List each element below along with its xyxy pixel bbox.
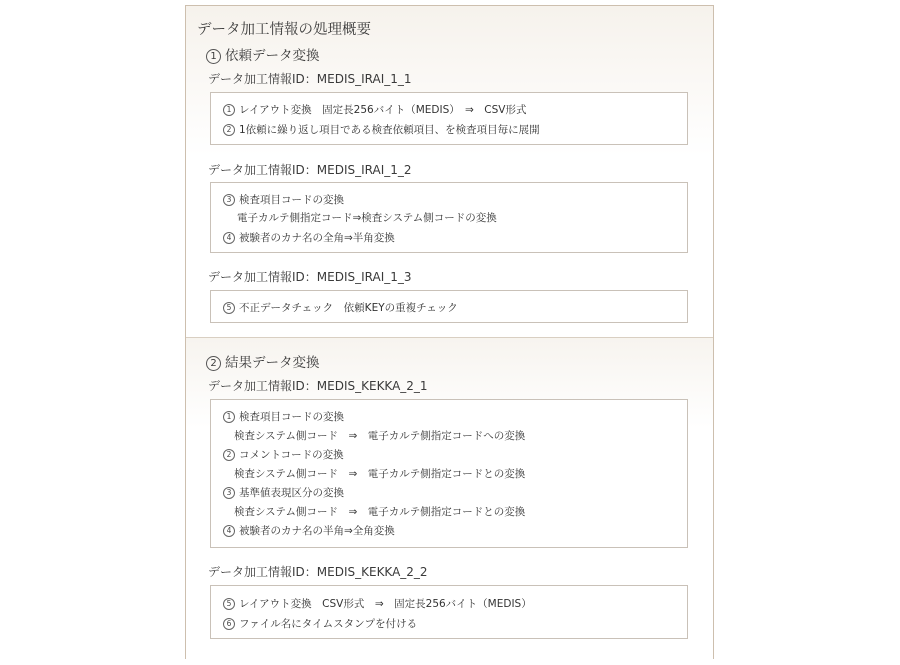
step-text: 検査項目コードの変換: [239, 194, 344, 206]
process-line: [237, 210, 497, 225]
step-text: 検査システム側コード ⇒ 電子カルテ側指定コードとの変換: [234, 468, 526, 480]
step-number: 5: [223, 302, 235, 314]
step-text: コメントコードの変換: [239, 449, 344, 461]
section-1-label: 依頼データ変換: [225, 48, 320, 64]
step-text: 電子カルテ側指定コード⇒検査システム側コードの変換: [237, 212, 497, 224]
process-line: [223, 409, 344, 424]
step-text: 検査システム側コード ⇒ 電子カルテ側指定コードとの変換: [234, 506, 526, 518]
process-line: [223, 485, 344, 500]
process-box: [210, 92, 688, 145]
step-number: 2: [223, 124, 235, 136]
section-2-title: [206, 351, 320, 371]
step-text: 検査項目コードの変換: [239, 411, 344, 423]
process-box: [210, 290, 688, 323]
step-text: 検査システム側コード ⇒ 電子カルテ側指定コードへの変換: [234, 430, 526, 442]
process-line: [223, 122, 540, 137]
process-box: [210, 585, 688, 639]
step-text: 不正データチェック 依頼KEYの重複チェック: [239, 302, 458, 314]
process-line: [223, 192, 344, 207]
step-text: 被験者のカナ名の半角⇒全角変換: [239, 525, 395, 537]
block-id-label: データ加工情報ID：MEDIS_IRAI_1_3: [208, 270, 412, 284]
block-id-label: データ加工情報ID：MEDIS_KEKKA_2_2: [208, 565, 428, 579]
section-1-title: [206, 44, 320, 64]
process-line: [234, 428, 525, 443]
step-number: 5: [223, 598, 235, 610]
step-number: 3: [223, 487, 235, 499]
process-line: [234, 504, 525, 519]
process-line: [223, 596, 532, 611]
process-line: [223, 230, 395, 245]
process-line: [223, 523, 395, 538]
step-number: 3: [223, 194, 235, 206]
step-number: 6: [223, 618, 235, 630]
step-number: 1: [223, 104, 235, 116]
step-number: 4: [223, 232, 235, 244]
page-title: データ加工情報の処理概要: [197, 22, 371, 38]
process-box: [210, 182, 688, 253]
step-text: 基準値表現区分の変換: [239, 487, 344, 499]
step-number: 2: [223, 449, 235, 461]
process-line: [223, 447, 344, 462]
step-text: ファイル名にタイムスタンプを付ける: [239, 618, 418, 630]
step-text: 被験者のカナ名の全角⇒半角変換: [239, 232, 395, 244]
process-line: [223, 616, 417, 631]
block-id-label: データ加工情報ID：MEDIS_IRAI_1_1: [208, 72, 412, 86]
step-text: レイアウト変換 CSV形式 ⇒ 固定長256バイト（MEDIS）: [239, 598, 532, 610]
block-id-label: データ加工情報ID：MEDIS_IRAI_1_2: [208, 163, 412, 177]
section-2-number: 2: [206, 356, 221, 371]
process-line: [234, 466, 525, 481]
section-2-label: 結果データ変換: [225, 355, 320, 371]
step-text: 1依頼に繰り返し項目である検査依頼項目、を検査項目毎に展開: [239, 124, 540, 136]
process-line: [223, 102, 526, 117]
process-overview-panel: [185, 5, 714, 659]
process-box: [210, 399, 688, 548]
section-1-number: 1: [206, 49, 221, 64]
step-number: 4: [223, 525, 235, 537]
step-number: 1: [223, 411, 235, 423]
block-id-label: データ加工情報ID：MEDIS_KEKKA_2_1: [208, 379, 428, 393]
process-line: [223, 300, 458, 315]
step-text: レイアウト変換 固定長256バイト（MEDIS） ⇒ CSV形式: [239, 104, 527, 116]
